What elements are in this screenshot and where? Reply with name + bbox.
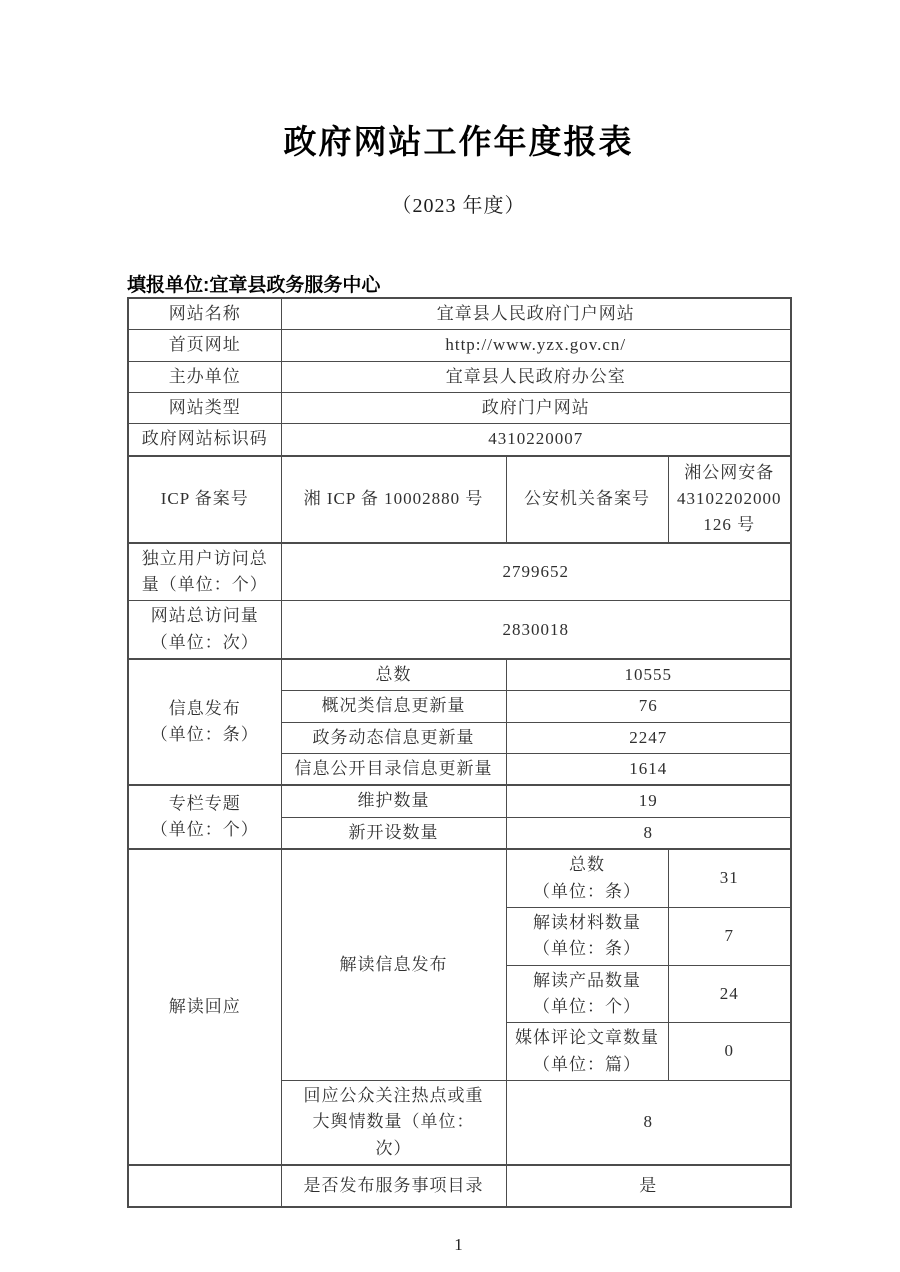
interpretation-publish-cell: 解读信息发布 [281,849,506,1080]
site-type-value: 政府门户网站 [281,393,791,424]
media-comments-label [506,1023,668,1081]
media-comments-label-text: 媒体评论文章数量 [515,1028,659,1048]
interp-products-label-text: 解读产品数量 [533,970,641,990]
site-code-label: 政府网站标识码 [128,424,281,456]
row-host-unit [128,361,791,392]
overview-updates-value: 76 [506,691,791,722]
service-catalog-empty-cell [128,1165,281,1207]
total-visits-value: 2830018 [281,601,791,659]
disclosure-updates-value: 1614 [506,754,791,786]
row-info-total [128,659,791,691]
police-record-value: 湘公网安备 43102202000126 号 [668,456,791,543]
interp-total-unit: （单位：条） [533,881,641,901]
interp-total-label-text: 总数 [569,855,605,875]
special-columns-group-cell [128,785,281,849]
overview-updates-label: 概况类信息更新量 [281,691,506,722]
page-number: 1 [454,1234,463,1254]
hotspot-response-value: 8 [506,1080,791,1165]
interp-materials-value: 7 [668,907,791,965]
interp-materials-label-text: 解读材料数量 [533,912,641,932]
column-new-label: 新开设数量 [281,817,506,849]
row-service-catalog [128,1165,791,1207]
column-maintained-label: 维护数量 [281,785,506,817]
interp-total-label [506,849,668,907]
media-comments-unit: （单位：篇） [533,1054,641,1074]
row-unique-visitors [128,543,791,601]
interpretation-group-cell: 解读回应 [128,849,281,1165]
disclosure-updates-label: 信息公开目录信息更新量 [281,754,506,786]
row-site-type [128,393,791,424]
special-columns-group-unit: （单位：个） [150,820,259,840]
report-page [127,0,790,1256]
site-name-value: 宜章县人民政府门户网站 [281,298,791,330]
annual-report-table [127,297,792,1208]
gov-news-updates-value: 2247 [506,722,791,753]
row-icp [128,456,791,543]
site-name-label: 网站名称 [128,298,281,330]
info-publish-group-unit: （单位：条） [150,725,259,745]
media-comments-value: 0 [668,1023,791,1081]
row-site-code [128,424,791,456]
icp-label: ICP 备案号 [128,456,281,543]
hotspot-response-label: 回应公众关注热点或重大舆情数量（单位：次） [281,1080,506,1165]
info-publish-group-cell [128,659,281,785]
host-unit-label: 主办单位 [128,361,281,392]
row-column-maintained [128,785,791,817]
unique-visitors-label: 独立用户访问总量（单位：个） [128,543,281,601]
row-site-name [128,298,791,330]
special-columns-group-label: 专栏专题 [168,793,241,813]
info-total-label: 总数 [281,659,506,691]
row-homepage-url [128,330,791,361]
row-interp-total [128,849,791,907]
interp-products-unit: （单位：个） [533,996,641,1016]
interp-materials-label [506,907,668,965]
icp-value: 湘 ICP 备 10002880 号 [281,456,506,543]
reporting-unit-line: 填报单位:宜章县政务服务中心 [127,275,381,296]
row-total-visits [128,601,791,659]
page-title: 政府网站工作年度报表 [283,123,634,160]
homepage-url-label: 首页网址 [128,330,281,361]
info-total-value: 10555 [506,659,791,691]
unique-visitors-value: 2799652 [281,543,791,601]
column-new-value: 8 [506,817,791,849]
site-type-label: 网站类型 [128,393,281,424]
interp-materials-unit: （单位：条） [533,939,641,959]
host-unit-value: 宜章县人民政府办公室 [281,361,791,392]
service-catalog-value: 是 [506,1165,791,1207]
interp-products-value: 24 [668,965,791,1023]
interp-total-value: 31 [668,849,791,907]
interp-products-label [506,965,668,1023]
info-publish-group-label: 信息发布 [168,698,241,718]
page-subtitle: （2023 年度） [391,195,526,217]
service-catalog-label: 是否发布服务事项目录 [281,1165,506,1207]
column-maintained-value: 19 [506,785,791,817]
total-visits-label: 网站总访问量（单位：次） [128,601,281,659]
homepage-url-value: http://www.yzx.gov.cn/ [281,330,791,361]
gov-news-updates-label: 政务动态信息更新量 [281,722,506,753]
police-record-label: 公安机关备案号 [506,456,668,543]
site-code-value: 4310220007 [281,424,791,456]
